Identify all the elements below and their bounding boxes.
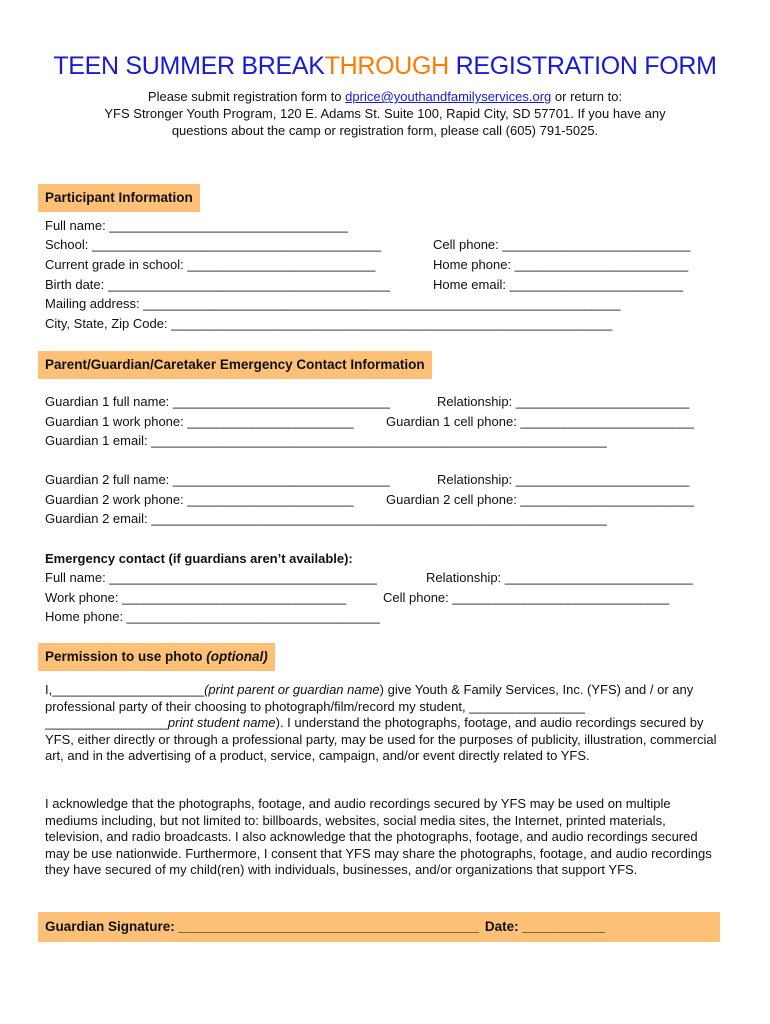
guardian2-full-name-field[interactable]: Guardian 2 full name: ______________________________	[45, 472, 390, 487]
photo-p1-middle: ) give Youth & Family Services, Inc. (YFS) and / or any professional party of their choosing to photograph/film/record my student, ________________ _________________	[45, 682, 694, 730]
home-phone-field[interactable]: Home phone: ________________________	[433, 257, 689, 272]
full-name-field[interactable]: Full name: _________________________________	[45, 218, 348, 233]
photo-p1-end: ). I understand the photographs, footage, and audio recordings secured by YFS, either directly or through a professional party, may be used for the purposes of publicity, illustration, commercial art, and in the advertising of a product, service, campaign, and/or event directly related to YFS.	[45, 715, 717, 763]
photo-release-paragraph	[45, 682, 725, 765]
emergency-relationship-field[interactable]: Relationship: __________________________	[426, 570, 693, 585]
guardian1-email-field[interactable]: Guardian 1 email: _______________________________________________________________	[45, 433, 607, 448]
photo-header-optional: (optional)	[206, 649, 268, 664]
intro-line3: questions about the camp or registration form, please call (605) 791-5025.	[171, 123, 599, 138]
guardian1-relationship-field[interactable]: Relationship: ________________________	[437, 394, 690, 409]
photo-acknowledgement-paragraph: I acknowledge that the photographs, footage, and audio recordings secured by YFS may be used on multiple mediums including, but not limited to: billboards, websites, social media sites, the Internet, printed materials, television, and radio broadcasts. I also acknowledge that the photographs, footage, and audio recordings secured may be use nationwide. Furthermore, I consent that YFS may share the photographs, footage, and audio recordings they have secured of my child(ren) with individuals, businesses, and/or organizations that support YFS.	[45, 796, 712, 877]
intro-line2: YFS Stronger Youth Program, 120 E. Adams St. Suite 100, Rapid City, SD 57701. If you have any	[104, 106, 666, 121]
emergency-home-phone-field[interactable]: Home phone: ___________________________________	[45, 609, 380, 624]
intro-line1-post: or return to:	[551, 89, 623, 104]
photo-header-main: Permission to use photo	[45, 649, 207, 664]
cell-phone-field[interactable]: Cell phone: __________________________	[433, 237, 691, 252]
birth-date-field[interactable]: Birth date: _______________________________________	[45, 277, 390, 292]
guardian2-email-field[interactable]: Guardian 2 email: _______________________________________________________________	[45, 511, 607, 526]
emergency-full-name-field[interactable]: Full name: _____________________________________	[45, 570, 377, 585]
school-field[interactable]: School: ________________________________________	[45, 237, 382, 252]
guardian1-cell-phone-field[interactable]: Guardian 1 cell phone: ________________________	[386, 414, 694, 429]
participant-info-header: Participant Information	[38, 184, 200, 212]
title-part3: REGISTRATION FORM	[448, 52, 717, 80]
intro-text	[40, 88, 730, 139]
email-link[interactable]: dprice@youthandfamilyservices.org	[345, 89, 552, 104]
emergency-contact-heading: Emergency contact (if guardians aren’t available):	[45, 551, 353, 566]
photo-p1-start: I,_____________________	[45, 682, 205, 697]
emergency-cell-phone-field[interactable]: Cell phone: ______________________________	[383, 590, 670, 605]
date-field[interactable]: Date: ___________	[484, 919, 605, 934]
photo-permission-header	[38, 643, 275, 671]
guardian2-relationship-field[interactable]: Relationship: ________________________	[437, 472, 690, 487]
guardian-name-hint: (print parent or guardian name	[204, 682, 380, 697]
student-name-hint: print student name	[167, 715, 276, 730]
mailing-address-field[interactable]: Mailing address: __________________________________________________________________	[45, 296, 621, 311]
grade-field[interactable]: Current grade in school: __________________________	[45, 257, 376, 272]
title-part1: TEEN SUMMER BREAK	[53, 52, 325, 80]
guardian2-cell-phone-field[interactable]: Guardian 2 cell phone: ________________________	[386, 492, 694, 507]
intro-line1-pre: Please submit registration form to	[147, 89, 346, 104]
form-title	[0, 52, 770, 81]
guardian-signature-field[interactable]: Guardian Signature: ________________________________________	[45, 919, 479, 934]
guardian1-full-name-field[interactable]: Guardian 1 full name: ______________________________	[45, 394, 390, 409]
signature-bar	[38, 912, 720, 942]
guardian2-work-phone-field[interactable]: Guardian 2 work phone: _______________________	[45, 492, 354, 507]
emergency-work-phone-field[interactable]: Work phone: _______________________________	[45, 590, 347, 605]
guardian1-work-phone-field[interactable]: Guardian 1 work phone: _______________________	[45, 414, 354, 429]
guardian-info-header: Parent/Guardian/Caretaker Emergency Contact Information	[38, 351, 432, 379]
title-part2: THROUGH	[324, 52, 449, 80]
city-state-zip-field[interactable]: City, State, Zip Code: _____________________________________________________________	[45, 316, 613, 331]
home-email-field[interactable]: Home email: ________________________	[433, 277, 684, 292]
